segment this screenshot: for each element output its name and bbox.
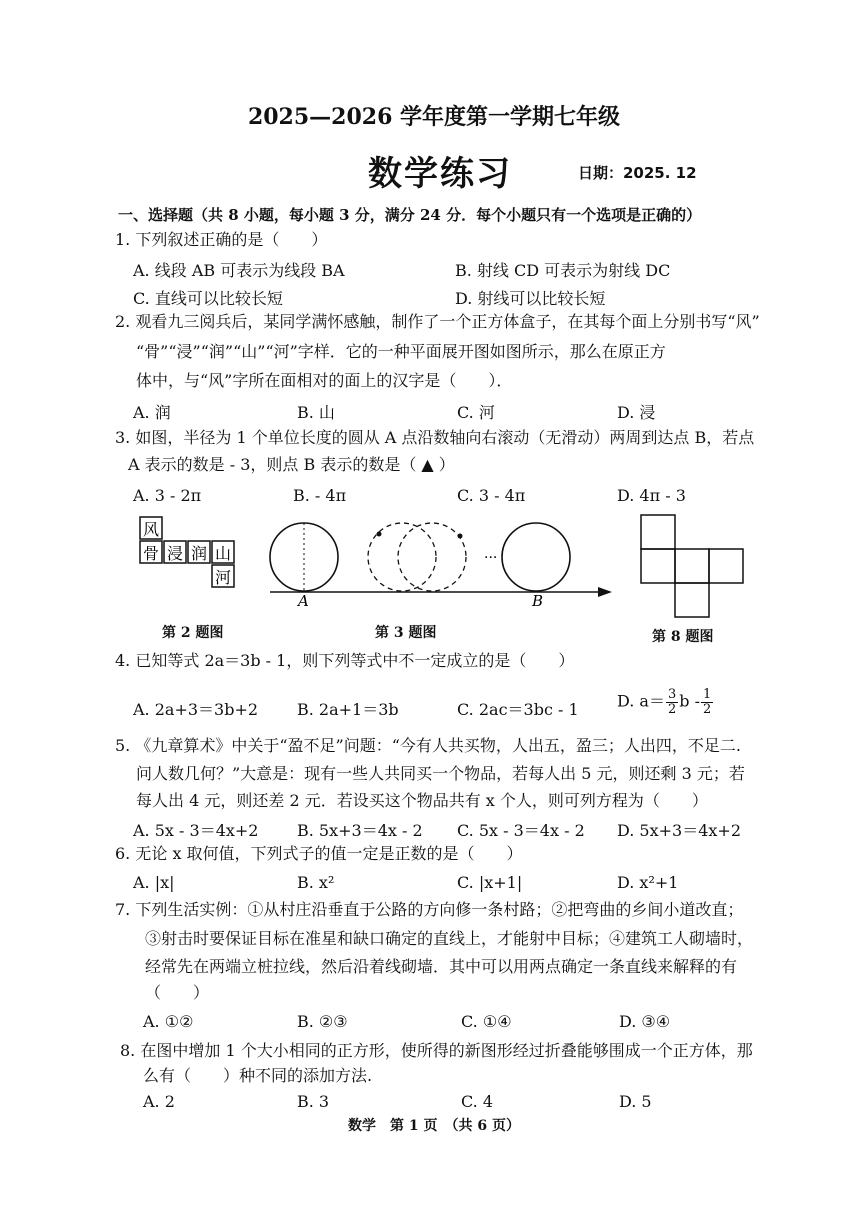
q4-option-c: C. 2ac＝3bc - 1 <box>457 700 579 719</box>
arrow-head-icon <box>598 587 612 597</box>
q5-option-a: A. 5x - 3＝4x+2 <box>133 821 259 840</box>
dot-2 <box>458 534 463 539</box>
dot-1 <box>377 532 382 537</box>
q7-stem-line1: 7. 下列生活实例：①从村庄沿垂直于公路的方向修一条村路；②把弯曲的乡间小道改直； <box>115 900 744 919</box>
q8-stem-line1: 8. 在图中增加 1 个大小相同的正方形，使所得的新图形经过折叠能够围成一个正方体，那 <box>120 1041 753 1060</box>
fig8-square-1 <box>641 515 675 549</box>
q4-option-b: B. 2a+1＝3b <box>297 700 399 719</box>
q5-option-b: B. 5x+3＝4x - 2 <box>297 821 423 840</box>
q7-option-c: C. ①④ <box>461 1012 512 1031</box>
exam-title: 数学练习 <box>368 154 512 194</box>
q4-stem: 4. 已知等式 2a＝3b - 1，则下列等式中不一定成立的是（ ） <box>115 651 575 670</box>
q5-option-c: C. 5x - 3＝4x - 2 <box>457 821 585 840</box>
q6-option-a: A. |x| <box>133 873 175 892</box>
exam-date: 日期：2025. 12 <box>578 164 697 182</box>
fig8-square-4 <box>709 549 743 583</box>
q3-stem-line1: 3. 如图，半径为 1 个单位长度的圆从 A 点沿数轴向右滚动（无滑动）两周到达点 B，若点 <box>115 428 755 447</box>
q1-stem: 1. 下列叙述正确的是（ ） <box>115 230 328 249</box>
q8-option-b: B. 3 <box>297 1092 330 1111</box>
fig8-caption: 第 8 题图 <box>652 629 714 645</box>
q7-stem-line3: 经常先在两端立桩拉线，然后沿着线砌墙．其中可以用两点确定一条直线来解释的有 <box>145 957 738 976</box>
fraction-three-halves <box>666 688 678 716</box>
q7-option-d: D. ③④ <box>619 1012 671 1031</box>
fig8-square-3 <box>675 549 709 583</box>
circle-dashed-2 <box>398 523 466 591</box>
q3-option-c: C. 3 - 4π <box>457 486 526 505</box>
fraction-one-half <box>701 688 713 716</box>
net-label-run: 润 <box>190 544 208 563</box>
q5-stem-line2: 问人数几何？”大意是：现有一些人共同买一个物品，若每人出 5 元，则还剩 3 元；若 <box>136 764 745 783</box>
q7-option-b: B. ②③ <box>297 1012 348 1031</box>
q2-option-b: B. 山 <box>297 403 335 422</box>
q3-option-b: B. - 4π <box>293 486 347 505</box>
frac1-denominator: 2 <box>667 701 677 717</box>
q8-option-d: D. 5 <box>619 1092 652 1111</box>
q8-option-a: A. 2 <box>143 1092 175 1111</box>
q3-stem-line2: A 表示的数是 - 3，则点 B 表示的数是（ ▲ ） <box>128 455 455 474</box>
q3-option-d: D. 4π - 3 <box>617 486 686 505</box>
q2-option-c: C. 河 <box>457 403 495 422</box>
fig8-square-2 <box>641 549 675 583</box>
q1-option-d: D. 射线可以比较长短 <box>455 289 606 308</box>
exam-title-line1: 2025—2026 学年度第一学期七年级 <box>247 104 621 130</box>
q5-stem-line1: 5. 《九章算术》中关于“盈不足”问题：“今有人共买物，人出五，盈三；人出四，不足二. <box>115 736 741 755</box>
net-label-jin: 浸 <box>166 544 184 563</box>
net-label-shan: 山 <box>214 544 232 563</box>
q7-option-a: A. ①② <box>143 1012 194 1031</box>
q4-option-a: A. 2a+3＝3b+2 <box>133 700 259 719</box>
q4-option-d <box>617 688 714 716</box>
q2-option-d: D. 浸 <box>617 403 656 422</box>
q4-d-mid: b - <box>679 691 700 711</box>
q3-option-a: A. 3 - 2π <box>133 486 202 505</box>
q5-stem-line3: 每人出 4 元，则还差 2 元．若设买这个物品共有 x 个人，则可列方程为（ ） <box>136 791 708 810</box>
fig2-caption: 第 2 题图 <box>162 625 224 641</box>
page-footer: 数学 第 1 页 （共 6 页） <box>348 1118 520 1134</box>
q8-option-c: C. 4 <box>461 1092 494 1111</box>
q2-stem-line3: 体中，与“风”字所在面相对的面上的汉字是（ ）． <box>136 371 513 390</box>
q6-option-d: D. x²+1 <box>617 873 679 892</box>
q6-option-b: B. x² <box>297 873 335 892</box>
frac1-numerator: 3 <box>667 687 677 702</box>
frac2-denominator: 2 <box>703 701 712 717</box>
fig3-caption: 第 3 题图 <box>375 625 437 641</box>
fig3-rolling-circle <box>264 510 616 610</box>
q7-stem-line4: （ ） <box>145 983 210 1002</box>
q6-option-c: C. |x+1| <box>457 873 523 892</box>
q1-option-b: B. 射线 CD 可表示为射线 DC <box>455 261 671 280</box>
ellipsis: ··· <box>484 550 498 566</box>
point-a-label: A <box>298 592 309 610</box>
q2-stem-line1: 2. 观看九三阅兵后，某同学满怀感触，制作了一个正方体盒子，在其每个面上分别书写“风” <box>115 312 760 331</box>
fig8-square-figure <box>638 512 748 622</box>
frac2-numerator: 1 <box>703 687 712 702</box>
net-label-gu: 骨 <box>142 544 160 563</box>
q1-option-a: A. 线段 AB 可表示为线段 BA <box>133 261 345 280</box>
net-label-feng: 风 <box>142 520 160 539</box>
q1-option-c: C. 直线可以比较长短 <box>133 289 283 308</box>
net-label-he: 河 <box>214 568 232 587</box>
q6-stem: 6. 无论 x 取何值，下列式子的值一定是正数的是（ ） <box>115 844 523 863</box>
q5-option-d: D. 5x+3＝4x+2 <box>617 821 742 840</box>
fig8-square-5 <box>675 583 709 617</box>
q7-stem-line2: ③射击时要保证目标在准星和缺口确定的直线上，才能射中目标；④建筑工人砌墙时， <box>145 929 754 948</box>
q4-d-prefix: D. a＝ <box>617 691 665 711</box>
point-b-label: B <box>532 592 544 610</box>
q2-option-a: A. 润 <box>133 403 171 422</box>
section-heading: 一、选择题（共 8 小题，每小题 3 分，满分 24 分．每个小题只有一个选项是正确的） <box>118 206 702 224</box>
circle-end <box>502 523 570 591</box>
fig2-cube-net <box>136 514 240 594</box>
q2-stem-line2: “骨”“浸”“润”“山”“河”字样．它的一种平面展开图如图所示，那么在原正方 <box>136 342 666 361</box>
q8-stem-line2: 么有（ ）种不同的添加方法. <box>143 1066 373 1085</box>
